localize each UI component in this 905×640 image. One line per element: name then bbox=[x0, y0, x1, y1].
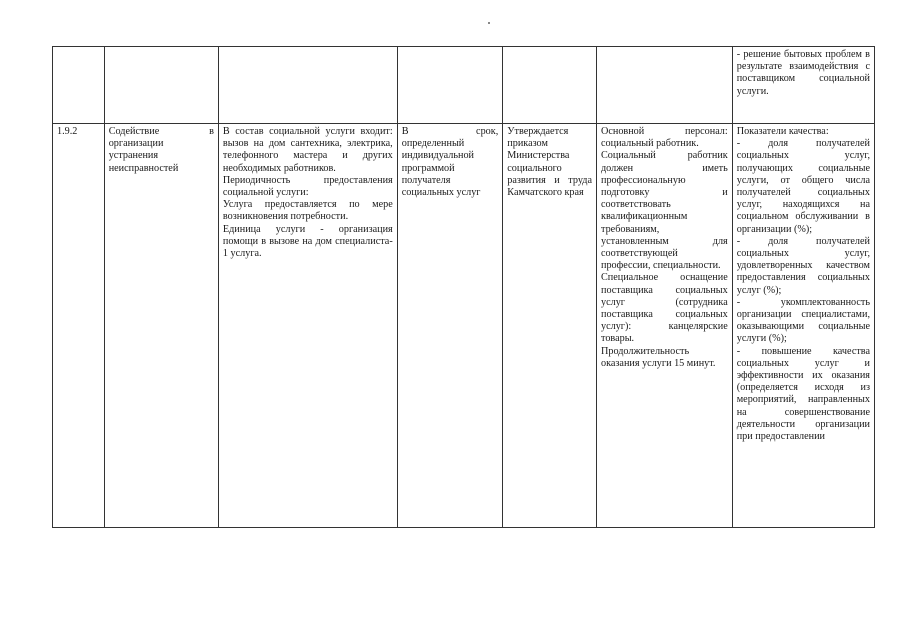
table-row-service-1-9-2 bbox=[53, 124, 875, 528]
cell-service-conditions bbox=[597, 124, 733, 528]
description-paragraph: Периодичность предоставления социальной услуги: bbox=[222, 174, 393, 199]
cell-conditions-empty bbox=[597, 47, 733, 124]
conditions-paragraph: Социальный работник должен иметь профессиональную подготовку и соответствовать квалификационным требованиям, установленным для соответствующей профессии, специальности. bbox=[601, 150, 728, 272]
indicators-continuation-text: - решение бытовых проблем в результате взаимодействия с поставщиком социальной услуги. bbox=[736, 49, 870, 97]
service-name: Содействие в организации устранения неисправностей bbox=[108, 126, 214, 174]
cell-service-description bbox=[218, 124, 397, 528]
description-paragraph: В состав социальной услуги входит: вызов на дом сантехника, электрика, телефонного мастера и других необходимых работников. bbox=[222, 126, 393, 174]
cell-service-name bbox=[104, 124, 218, 528]
conditions-paragraph: Основной персонал: социальный работник. bbox=[601, 126, 728, 150]
table-row-continuation bbox=[53, 47, 875, 124]
indicators-paragraph: - доля получателей социальных услуг, удовлетворенных качеством предоставления социальных услуг (%); bbox=[736, 235, 870, 296]
cell-tariff-empty bbox=[503, 47, 597, 124]
cell-service-tariff bbox=[503, 124, 597, 528]
conditions-paragraph: Специальное оснащение поставщика социальных услуг (сотрудника поставщика социальных услуг): канцелярские товары. bbox=[601, 272, 728, 345]
service-term: В срок, определенный индивидуальной программой получателя социальных услуг bbox=[401, 126, 499, 199]
service-tariff: Утверждается приказом Министерства социального развития и труда Камчатского края bbox=[507, 126, 592, 199]
cell-service-term bbox=[397, 124, 503, 528]
cell-name-empty bbox=[104, 47, 218, 124]
cell-quality-indicators bbox=[732, 124, 874, 528]
cell-service-number bbox=[53, 124, 105, 528]
service-number: 1.9.2 bbox=[57, 126, 78, 137]
page-mark bbox=[488, 22, 490, 24]
cell-term-empty bbox=[397, 47, 503, 124]
indicators-paragraph: Показатели качества: bbox=[736, 126, 829, 137]
conditions-paragraph: Продолжительность оказания услуги 15 минут. bbox=[601, 345, 716, 369]
description-paragraph: Услуга предоставляется по мере возникновения потребности. bbox=[222, 199, 393, 223]
cell-indicators-continuation bbox=[732, 47, 874, 124]
cell-description-empty bbox=[218, 47, 397, 124]
cell-number-empty bbox=[53, 47, 105, 124]
indicators-paragraph: - доля получателей социальных услуг, получающих социальные услуги, от общего числа получателей социальных услуг, находящихся на социальном обслуживании в организации (%); bbox=[736, 138, 870, 235]
indicators-paragraph: - повышение качества социальных услуг и эффективности их оказания (определяется исходя из мероприятий, направленных на совершенствование деятельности организации при предоставлении bbox=[736, 345, 870, 443]
indicators-paragraph: - укомплектованность организации специалистами, оказывающими социальные услуги (%); bbox=[736, 296, 870, 345]
services-table bbox=[52, 46, 875, 528]
description-paragraph: Единица услуги - организация помощи в вызове на дом специалиста- 1 услуга. bbox=[222, 223, 393, 260]
